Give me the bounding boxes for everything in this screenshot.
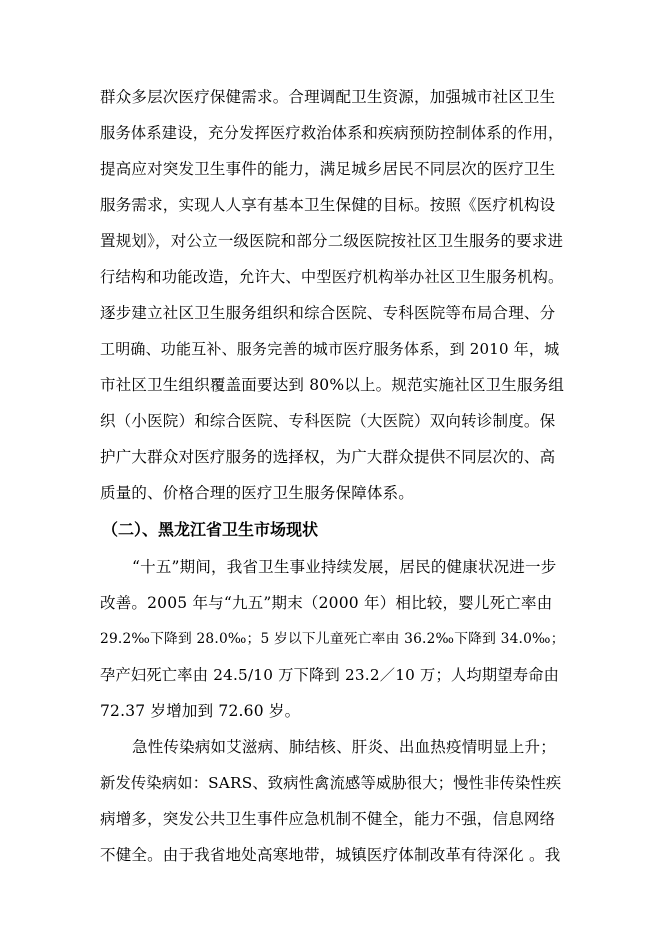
paragraph-1-line-10: 织（小医院）和综合医院、专科医院（大医院）双向转诊制度。保	[100, 412, 556, 430]
paragraph-1-line-1: 群众多层次医疗保健需求。合理调配卫生资源，加强城市社区卫生	[100, 88, 556, 106]
paragraph-1-line-4: 服务需求，实现人人享有基本卫生保健的目标。按照《医疗机构设	[100, 196, 556, 214]
paragraph-1-line-2: 服务体系建设，充分发挥医疗救治体系和疾病预防控制体系的作用，	[100, 124, 564, 142]
paragraph-3-line-3: 病增多，突发公共卫生事件应急机制不健全，能力不强，信息网络	[100, 810, 556, 828]
paragraph-1-line-3: 提高应对突发卫生事件的能力，满足城乡居民不同层次的医疗卫生	[100, 160, 556, 178]
section-heading: （二）、黑龙江省卫生市场现状	[102, 520, 319, 539]
paragraph-1-line-11: 护广大群众对医疗服务的选择权，为广大群众提供不同层次的、高	[100, 448, 556, 466]
paragraph-3-line-2: 新发传染病如：SARS、致病性禽流感等威胁很大；慢性非传染性疾	[100, 774, 562, 792]
paragraph-1-line-12: 质量的、价格合理的医疗卫生服务保障体系。	[100, 484, 415, 502]
paragraph-1-line-7: 逐步建立社区卫生服务组织和综合医院、专科医院等布局合理、分	[100, 304, 556, 322]
paragraph-2-line-4: 孕产妇死亡率由 24.5/10 万下降到 23.2／10 万；人均期望寿命由	[100, 666, 560, 684]
paragraph-2-line-5: 72.37 岁增加到 72.60 岁。	[100, 702, 301, 720]
paragraph-1-line-6: 行结构和功能改造，允许大、中型医疗机构举办社区卫生服务机构。	[100, 268, 564, 286]
paragraph-3-line-4: 不健全。由于我省地处高寒地带，城镇医疗体制改革有待深化 。我	[100, 846, 561, 864]
paragraph-1-line-5: 置规划》，对公立一级医院和部分二级医院按社区卫生服务的要求进	[100, 232, 564, 250]
paragraph-2-line-1: “十五”期间，我省卫生事业持续发展，居民的健康状况进一步	[132, 558, 557, 576]
paragraph-2-line-3: 29.2‰下降到 28.0‰；5 岁以下儿童死亡率由 36.2‰下降到 34.0‰；	[100, 631, 565, 647]
paragraph-1-line-9: 市社区卫生组织覆盖面要达到 80%以上。规范实施社区卫生服务组	[100, 376, 565, 394]
paragraph-3-line-1: 急性传染病如艾滋病、肺结核、肝炎、出血热疫情明显上升；	[132, 738, 556, 756]
paragraph-2-line-2: 改善。2005 年与“九五”期末（2000 年）相比较，婴儿死亡率由	[100, 594, 553, 612]
paragraph-1-line-8: 工明确、功能互补、服务完善的城市医疗服务体系，到 2010 年，城	[100, 340, 560, 358]
